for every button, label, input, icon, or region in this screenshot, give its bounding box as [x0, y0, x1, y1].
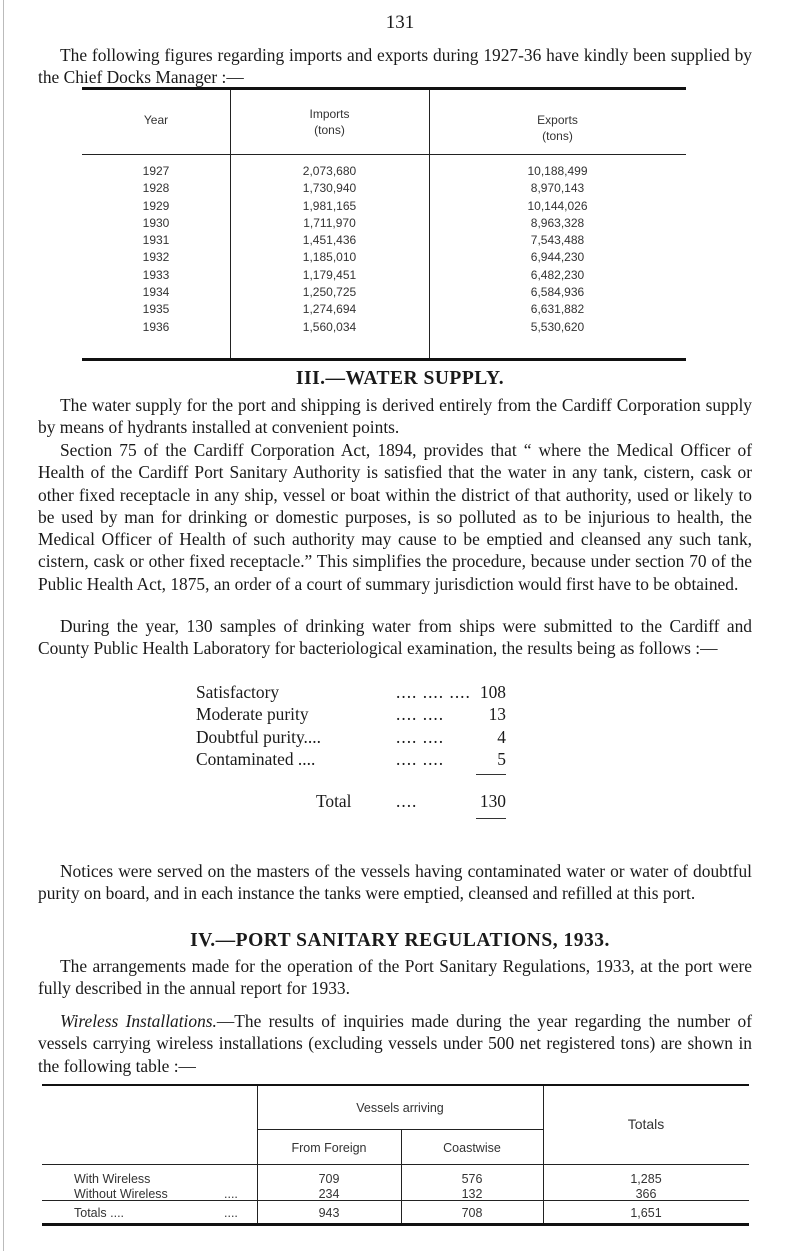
table-row	[82, 302, 686, 319]
group-header-vessels-arriving: Vessels arriving	[356, 1101, 444, 1115]
cell-year: 1936	[142, 319, 170, 334]
cell-exports: 6,944,230	[530, 250, 585, 265]
header-coastwise: Coastwise	[443, 1141, 501, 1155]
table-row	[82, 268, 686, 285]
header-imports-unit: (tons)	[314, 123, 345, 137]
cell-exports: 6,482,230	[530, 267, 585, 282]
cell-total: 1,285	[630, 1172, 662, 1186]
table-row	[82, 199, 686, 216]
cell-year: 1932	[142, 250, 170, 265]
result-dots: .... .... ....	[396, 682, 471, 702]
cell-imports: 1,185,010	[302, 250, 357, 265]
water-para-1: The water supply for the port and shipping is derived entirely from the Cardiff Corporation supply by means of hydrants installed at convenient points.	[38, 395, 752, 438]
cell-year: 1929	[142, 198, 170, 213]
cell-year: 1931	[142, 233, 170, 248]
table-row	[82, 285, 686, 302]
table-row	[82, 164, 686, 181]
cell-year: 1935	[142, 302, 170, 317]
row-label: Without Wireless	[74, 1187, 168, 1201]
cell-imports: 1,560,034	[302, 319, 357, 334]
wireless-title: Wireless Installations.	[60, 1011, 217, 1031]
header-exports	[429, 112, 686, 144]
list-item	[196, 748, 506, 770]
result-dots: .... ....	[396, 748, 445, 769]
wireless-paragraph	[38, 1010, 752, 1077]
table-divider	[543, 1086, 544, 1223]
cell-exports: 10,144,026	[527, 198, 588, 213]
list-item	[196, 726, 506, 748]
cell-from-foreign: 709	[318, 1172, 340, 1186]
result-label: Moderate purity	[196, 704, 309, 725]
table-row	[82, 250, 686, 267]
header-year: Year	[143, 113, 169, 127]
sample-results-list	[196, 681, 506, 822]
total-dots: ....	[396, 791, 418, 812]
cell-exports: 6,631,882	[530, 302, 585, 317]
total-value: 130	[479, 791, 506, 812]
cell-imports: 1,730,940	[302, 181, 357, 196]
row-dots: ....	[224, 1187, 238, 1201]
header-totals: Totals	[627, 1116, 665, 1132]
total-label: Total	[316, 791, 352, 812]
results-rows	[196, 681, 506, 770]
totals-grand-total: 1,651	[630, 1206, 662, 1220]
header-exports-label: Exports	[537, 113, 578, 127]
intro-paragraph: The following figures regarding imports and exports during 1927-36 have kindly been supplied by the Chief Docks Manager :—	[38, 45, 752, 88]
imports-exports-table	[82, 87, 686, 361]
cell-exports: 8,970,143	[530, 181, 585, 196]
table-row	[82, 320, 686, 337]
list-item	[196, 681, 506, 703]
water-para-3: During the year, 130 samples of drinking water from ships were submitted to the Cardiff and County Public Health Laboratory for bacteriological examination, the results being as follows :—	[38, 616, 752, 659]
table-header-rule	[82, 154, 686, 155]
wireless-table	[42, 1084, 749, 1226]
cell-exports: 10,188,499	[527, 164, 588, 178]
page-number: 131	[385, 12, 415, 33]
cell-exports: 8,963,328	[530, 215, 585, 230]
result-label: Doubtful purity....	[196, 726, 321, 747]
cell-year: 1930	[142, 215, 170, 230]
trade-rows	[82, 164, 686, 337]
cell-imports: 1,274,694	[302, 302, 357, 317]
cell-imports: 1,981,165	[302, 198, 357, 213]
results-total-row	[196, 790, 506, 812]
page-margin-line	[3, 0, 4, 1251]
cell-year: 1928	[142, 181, 170, 196]
result-value: 4	[497, 726, 506, 747]
result-dots: .... ....	[396, 704, 445, 725]
totals-from-foreign: 943	[318, 1206, 340, 1220]
cell-exports: 6,584,936	[530, 285, 585, 300]
cell-imports: 1,250,725	[302, 285, 357, 300]
results-rule	[476, 774, 506, 775]
cell-year: 1934	[142, 285, 170, 300]
result-value: 13	[488, 704, 506, 725]
cell-total: 366	[635, 1187, 657, 1201]
group-header-rule	[257, 1129, 543, 1130]
cell-imports: 1,451,436	[302, 233, 357, 248]
cell-exports: 7,543,488	[530, 233, 585, 248]
header-rule	[42, 1164, 749, 1165]
result-value: 5	[497, 748, 506, 769]
totals-row-label: Totals ....	[74, 1206, 125, 1220]
cell-coastwise: 576	[461, 1172, 483, 1186]
port-regulations-heading: IV.—PORT SANITARY REGULATIONS, 1933.	[190, 930, 610, 951]
cell-exports: 5,530,620	[530, 319, 585, 334]
regs-para-1-text: The arrangements made for the operation of the Port Sanitary Regulations, 1933, at the port were fully described in the annual report for 1933.	[38, 956, 752, 999]
result-label: Contaminated ....	[196, 748, 316, 769]
wireless-text: —The results of inquiries made during the year regarding the number of vessels carrying wireless installations (excluding vessels under 500 net registered tons) are shown in the following table :—	[38, 1011, 752, 1076]
result-label: Satisfactory	[196, 682, 280, 702]
cell-imports: 1,711,970	[303, 215, 356, 230]
row-label: With Wireless	[74, 1172, 151, 1186]
cell-year: 1927	[142, 164, 170, 178]
totals-coastwise: 708	[461, 1206, 483, 1220]
water-para-2: Section 75 of the Cardiff Corporation Act, 1894, provides that “ where the Medical Officer of Health of the Cardiff Port Sanitary Authority is satisfied that the water in any tank, cistern, cask or other fixed receptacle in any ship, vessel or boat within the district of that authority, used or likely to be used by man for drinking or domestic purposes, is so polluted as to be injurious to health, the Medical Officer of Health of such authority may cause to be emptied and cleansed any such tank, cistern, cask or other fixed receptacle.” This simplifies the procedure, because under section 70 of the Public Health Act, 1875, an order of a court of summary jurisdiction would first have to be obtained.	[38, 440, 752, 594]
cell-year: 1933	[142, 267, 170, 282]
table-row	[82, 181, 686, 198]
regs-para-1	[38, 955, 752, 1000]
result-dots: .... ....	[396, 726, 445, 747]
cell-from-foreign: 234	[318, 1187, 340, 1201]
cell-coastwise: 132	[461, 1187, 483, 1201]
table-row	[82, 216, 686, 233]
header-exports-unit: (tons)	[542, 129, 573, 143]
header-imports	[230, 106, 429, 138]
list-item	[196, 703, 506, 725]
water-supply-heading: III.—WATER SUPPLY.	[295, 368, 505, 389]
table-row	[82, 233, 686, 250]
result-value: 108	[479, 682, 506, 702]
cell-imports: 1,179,451	[302, 267, 357, 282]
header-imports-label: Imports	[309, 107, 350, 121]
header-from-foreign: From Foreign	[291, 1141, 367, 1155]
results-rule-row	[196, 770, 506, 782]
results-bottom-rule-row	[196, 812, 506, 822]
totals-row-dots: ....	[224, 1206, 238, 1220]
results-bottom-rule	[476, 818, 506, 819]
water-para-4: Notices were served on the masters of the vessels having contaminated water or water of doubtful purity on board, and in each instance the tanks were emptied, cleansed and refilled at this port.	[38, 861, 752, 904]
cell-imports: 2,073,680	[302, 164, 357, 178]
